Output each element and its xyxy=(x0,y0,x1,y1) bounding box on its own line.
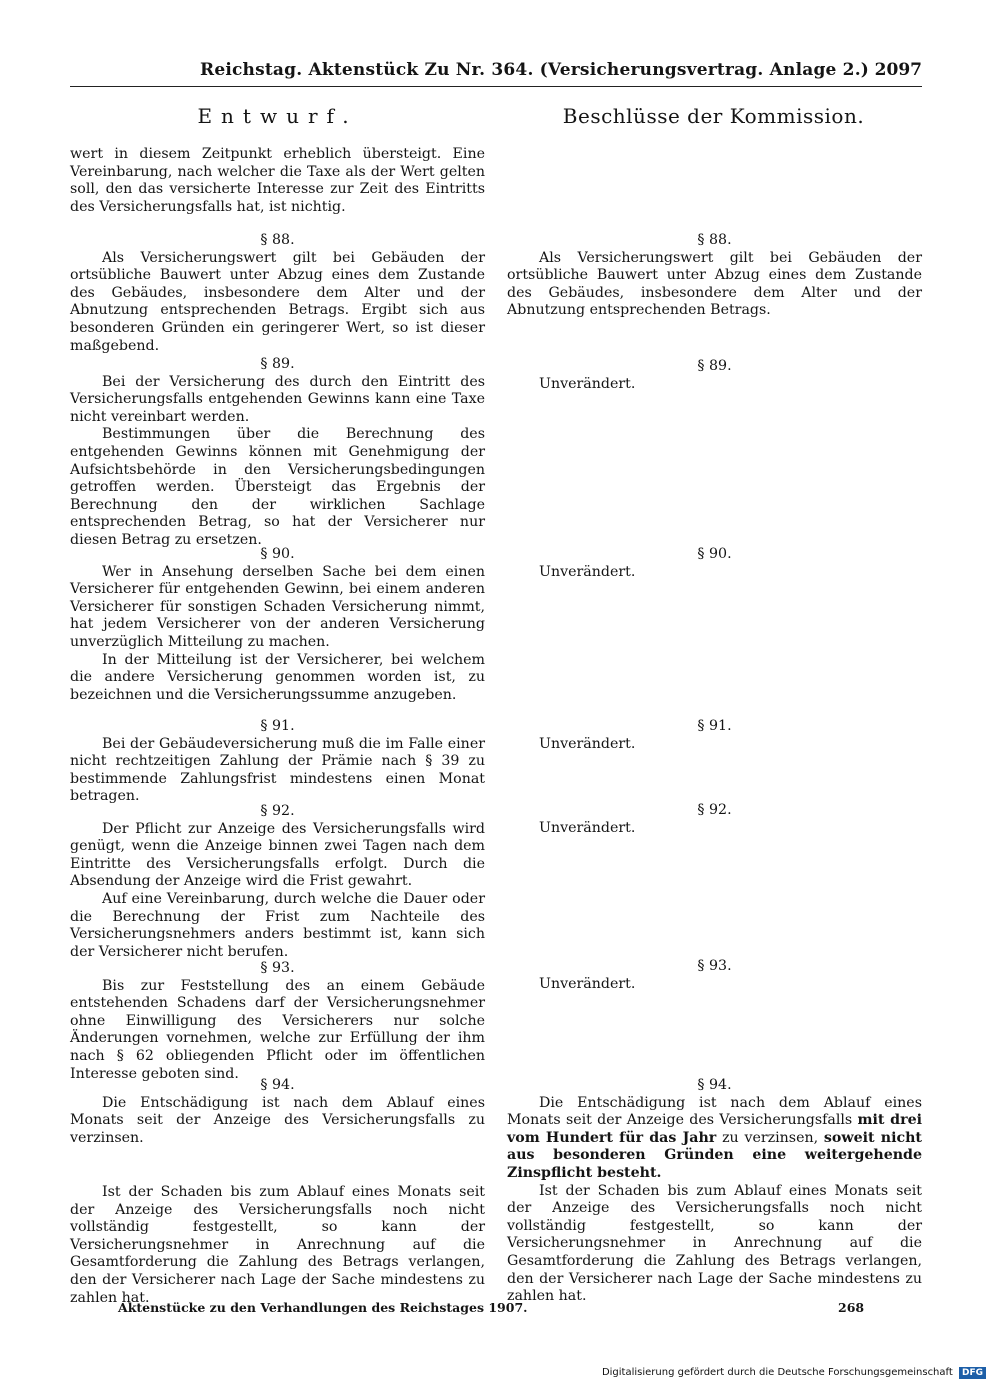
section-paragraph: In der Mitteilung ist der Versicherer, bei welchem die andere Versicherung genommen worden ist, zu bezeichnen und die Versicherungssumme anzugeben. xyxy=(70,651,485,703)
section-title: § 89. xyxy=(697,358,732,374)
section-paragraph: Der Pflicht zur Anzeige des Versicherungsfalls wird genügt, wenn die Anzeige binnen zwei Tagen nach dem Eintritte des Versicherungsfalls erfolgt. Durch die Absendung der Anzeige wird die Frist gewahrt. xyxy=(70,820,485,890)
section-paragraph: Wer in Ansehung derselben Sache bei dem einen Versicherer für entgehenden Gewinn, bei einem anderen Versicherer für sonstigen Schaden Versicherung nimmt, hat jedem Versicherer von der anderen Versicherung unverzüglich Mitteilung zu machen. xyxy=(70,563,485,650)
amended-text: Die Entschädigung ist nach dem Ablauf eines Monats seit der Anzeige des Versicherungsfalls xyxy=(507,1094,922,1129)
unchanged-note: Unverändert. xyxy=(539,975,636,992)
section-paragraph: Bei der Gebäudeversicherung muß die im Falle einer nicht rechtzeitigen Zahlung der Prämie nach § 39 zu bestimmende Zahlungsfrist mindestens einen Monat betragen. xyxy=(70,735,485,805)
section-title: § 91. xyxy=(260,718,295,734)
section-title: § 90. xyxy=(697,546,732,562)
footer-sheet-number: 268 xyxy=(838,1300,865,1315)
section-title: § 93. xyxy=(697,958,732,974)
page-number: 2097 xyxy=(874,60,922,80)
amended-text: zu verzinsen, xyxy=(716,1129,824,1146)
section-title: § 93. xyxy=(260,960,295,976)
unchanged-note: Unverändert. xyxy=(539,375,636,392)
digitization-text: Digitalisierung gefördert durch die Deutsche Forschungsgemeinschaft xyxy=(601,1367,953,1378)
left-column-heading: Entwurf. xyxy=(197,104,358,128)
section-paragraph: Ist der Schaden bis zum Ablauf eines Monats seit der Anzeige des Versicherungsfalls noch nicht vollständig festgestellt, so kann der Versicherungsnehmer in Anrechnung auf die Gesamtforderung die Zahlung des Betrags verlangen, den der Versicherer nach Lage der Sache mindestens zu zahlen hat. xyxy=(70,1184,485,1306)
section-paragraph: Als Versicherungswert gilt bei Gebäuden der ortsübliche Bauwert unter Abzug eines dem Zustande des Gebäudes, insbesondere dem Alter und der Abnutzung entsprechenden Betrags. xyxy=(507,249,922,319)
section-title: § 91. xyxy=(697,718,732,734)
section-paragraph: Bestimmungen über die Berechnung des entgehenden Gewinns können mit Genehmigung der Aufsichtsbehörde in den Versicherungsbedingungen getroffen werden. Übersteigt das Ergebnis der Berechnung den der wirklichen Sachlage entsprechenden Betrag, so hat der Versicherer nur diesen Betrag zu ersetzen. xyxy=(70,426,485,548)
section-title: § 89. xyxy=(260,356,295,372)
amended-insertion: soweit nicht aus besonderen Gründen eine weitergehende Zinspflicht besteht. xyxy=(507,1129,922,1181)
amended-insertion: mit drei vom Hundert für das Jahr xyxy=(507,1112,922,1146)
unchanged-note: Unverändert. xyxy=(539,819,636,836)
section-paragraph: Die Entschädigung ist nach dem Ablauf eines Monats seit der Anzeige des Versicherungsfalls zu verzinsen. xyxy=(70,1094,485,1146)
section-paragraph xyxy=(507,1095,922,1183)
right-column-heading: Beschlüsse der Kommission. xyxy=(562,104,865,128)
section-paragraph: Bei der Versicherung des durch den Eintritt des Versicherungsfalls entgehenden Gewinns kann eine Taxe nicht vereinbart werden. xyxy=(70,373,485,425)
unchanged-note: Unverändert. xyxy=(539,735,636,752)
section-title: § 92. xyxy=(260,803,295,819)
section-title: § 88. xyxy=(697,232,732,248)
footer-source: Aktenstücke zu den Verhandlungen des Reichstages 1907. xyxy=(118,1300,528,1315)
section-paragraph: Auf eine Vereinbarung, durch welche die Dauer oder die Berechnung der Frist zum Nachteile des Versicherungsnehmers anders bestimmt ist, kann sich der Versicherer nicht berufen. xyxy=(70,890,485,960)
section-title: § 88. xyxy=(260,232,295,248)
section-title: § 92. xyxy=(697,802,732,818)
header-title: Reichstag. Aktenstück Zu Nr. 364. (Versicherungsvertrag. Anlage 2.) xyxy=(200,60,870,80)
dfg-logo: DFG xyxy=(959,1367,986,1379)
section-title: § 94. xyxy=(260,1077,295,1093)
unchanged-note: Unverändert. xyxy=(539,563,636,580)
section-paragraph: Bis zur Feststellung des an einem Gebäude entstehenden Schadens darf der Versicherungsnehmer ohne Einwilligung des Versicherers nur solche Änderungen vornehmen, welche zur Erfüllung der ihm nach § 62 obliegenden Pflicht oder im öffentlichen Interesse geboten sind. xyxy=(70,977,485,1082)
section-paragraph: Als Versicherungswert gilt bei Gebäuden der ortsübliche Bauwert unter Abzug eines dem Zustande des Gebäudes, insbesondere dem Alter und der Abnutzung entsprechenden Betrags. Ergibt sich aus besonderen Gründen ein geringerer Wert, so ist dieser maßgebend. xyxy=(70,249,485,354)
digitization-note xyxy=(602,1367,986,1379)
intro-paragraph: wert in diesem Zeitpunkt erheblich übersteigt. Eine Vereinbarung, nach welcher die Taxe als der Wert gelten soll, den das versicherte Interesse zur Zeit des Eintritts des Versicherungsfalls hat, ist nichtig. xyxy=(70,146,485,215)
section-title: § 94. xyxy=(697,1077,732,1093)
page-header xyxy=(70,58,922,87)
section-title: § 90. xyxy=(260,546,295,562)
section-paragraph: Ist der Schaden bis zum Ablauf eines Monats seit der Anzeige des Versicherungsfalls noch nicht vollständig festgestellt, so kann der Versicherungsnehmer in Anrechnung auf die Gesamtforderung die Zahlung des Betrags verlangen, den der Versicherer nach Lage der Sache mindestens zu zahlen hat. xyxy=(507,1182,922,1305)
